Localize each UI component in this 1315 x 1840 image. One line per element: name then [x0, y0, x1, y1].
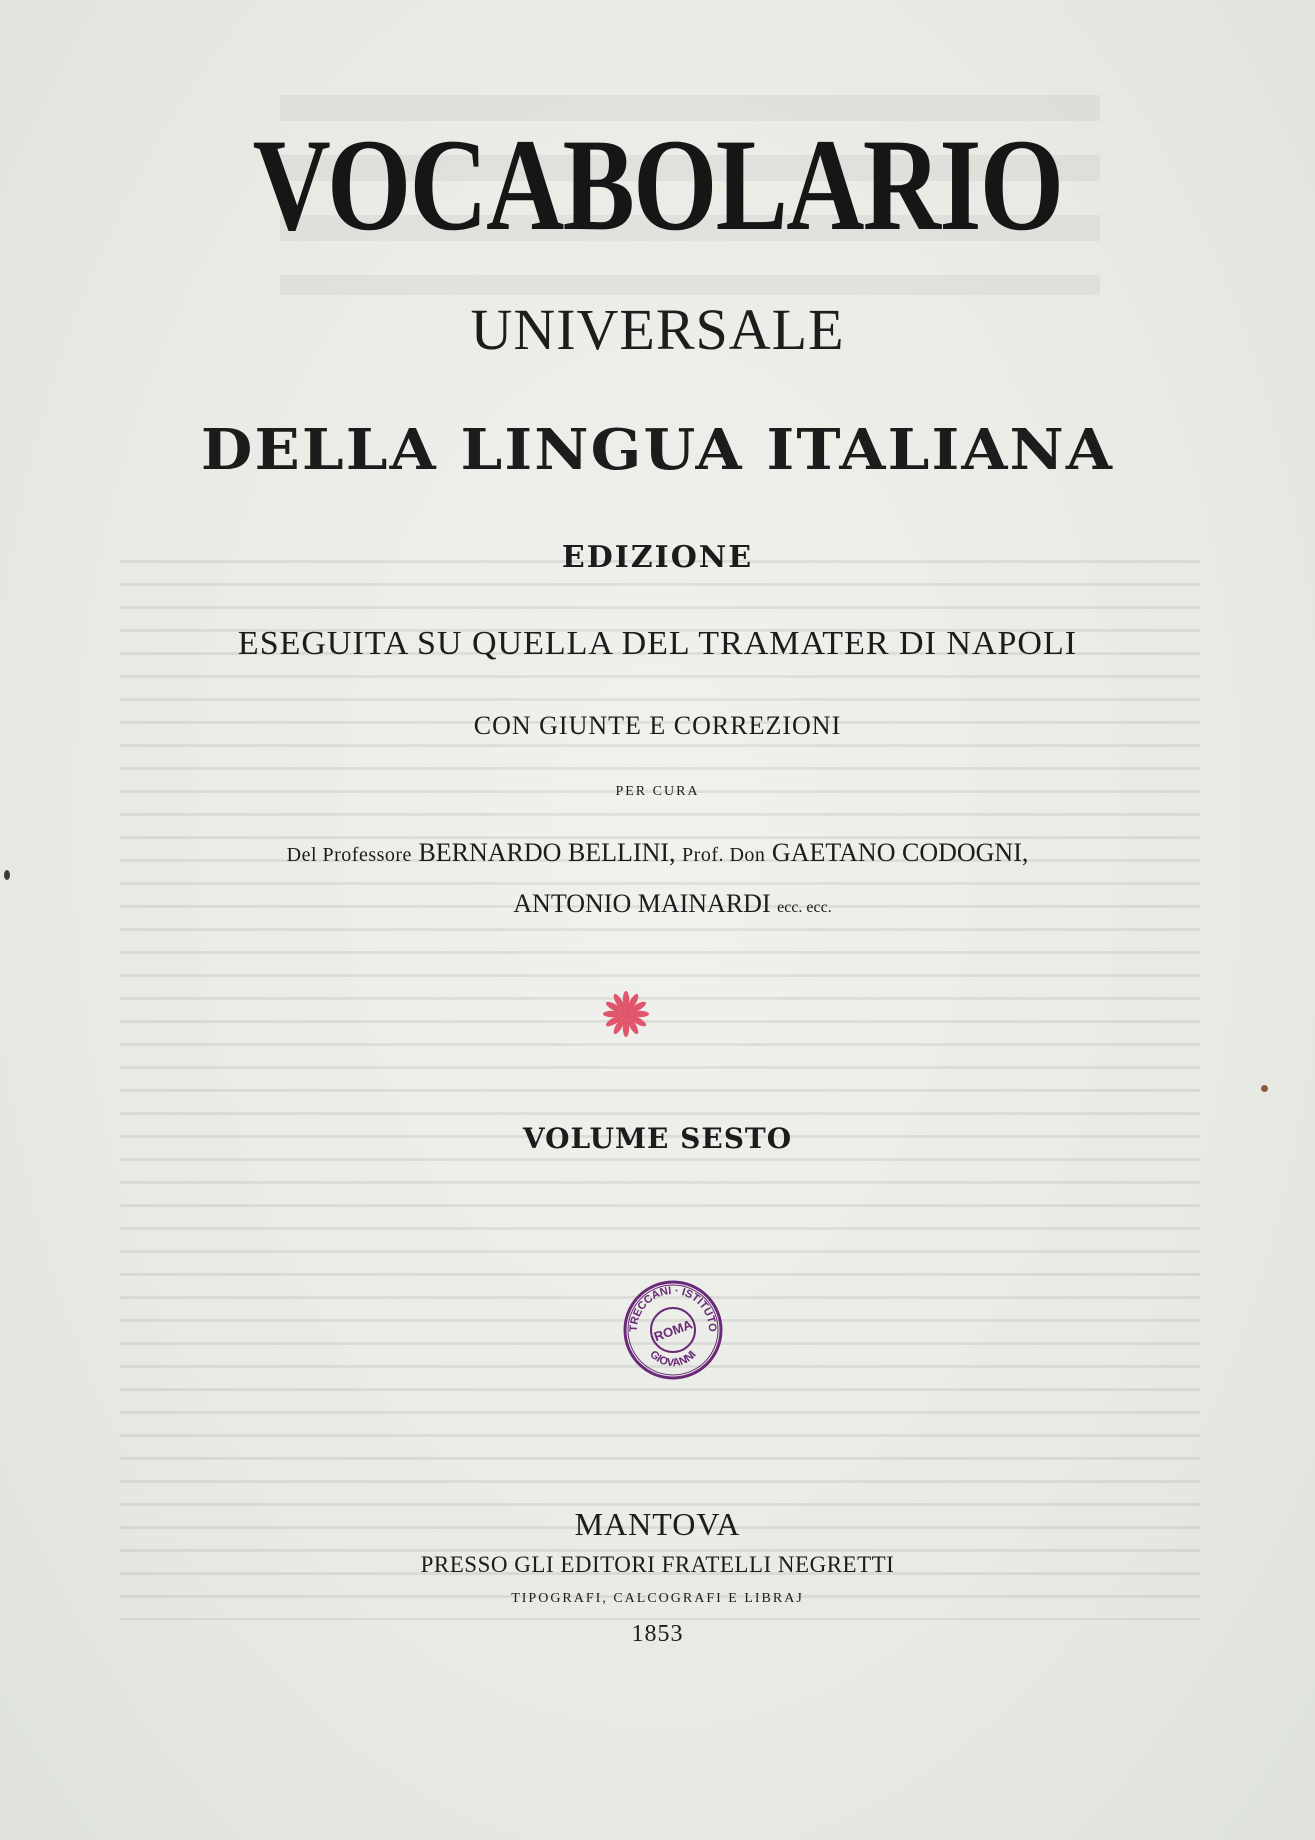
curator-name-3: ANTONIO MAINARDI [513, 889, 771, 918]
curator-name-1: BERNARDO BELLINI, [411, 838, 683, 867]
imprint-publisher: PRESSO GLI EDITORI FRATELLI NEGRETTI [420, 1552, 895, 1577]
curator-name-2: GAETANO CODOGNI, [765, 838, 1029, 867]
stamp-top-text: TRECCANI · ISTITUTO [627, 1284, 719, 1333]
edition-additions: CON GIUNTE E CORREZIONI [473, 711, 842, 740]
library-stamp [621, 1278, 725, 1382]
curators-line-1 [0, 837, 1315, 871]
volume-number: VOLUME SESTO [522, 1122, 793, 1155]
imprint-year: 1853 [631, 1621, 684, 1647]
ornament-center [620, 1008, 632, 1020]
curator-etc: ecc. ecc. [777, 899, 832, 916]
subtitle-language: DELLA LINGUA ITALIANA [200, 417, 1115, 483]
subtitle: UNIVERSALE [470, 297, 845, 362]
curator-title-1: Del Professore [286, 844, 412, 866]
stamp-bottom-text: GIOVANNI [647, 1348, 699, 1370]
stamp-center-text: ROMA [651, 1316, 695, 1345]
curators-line-2 [0, 888, 1315, 924]
imprint-trades: TIPOGRAFI, CALCOGRAFI E LIBRAJ [511, 1591, 804, 1606]
curators-intro: PER CURA [615, 784, 700, 799]
curator-title-2: Prof. Don [682, 844, 766, 866]
edition-label: EDIZIONE [561, 540, 754, 575]
imprint-city: MANTOVA [574, 1506, 741, 1542]
margin-speck [4, 870, 10, 880]
margin-speck [1261, 1085, 1268, 1092]
printer-ornament-icon [598, 986, 654, 1042]
main-title: VOCABOLARIO [252, 111, 1063, 258]
edition-basis: ESEGUITA SU QUELLA DEL TRAMATER DI NAPOLI [237, 625, 1078, 662]
